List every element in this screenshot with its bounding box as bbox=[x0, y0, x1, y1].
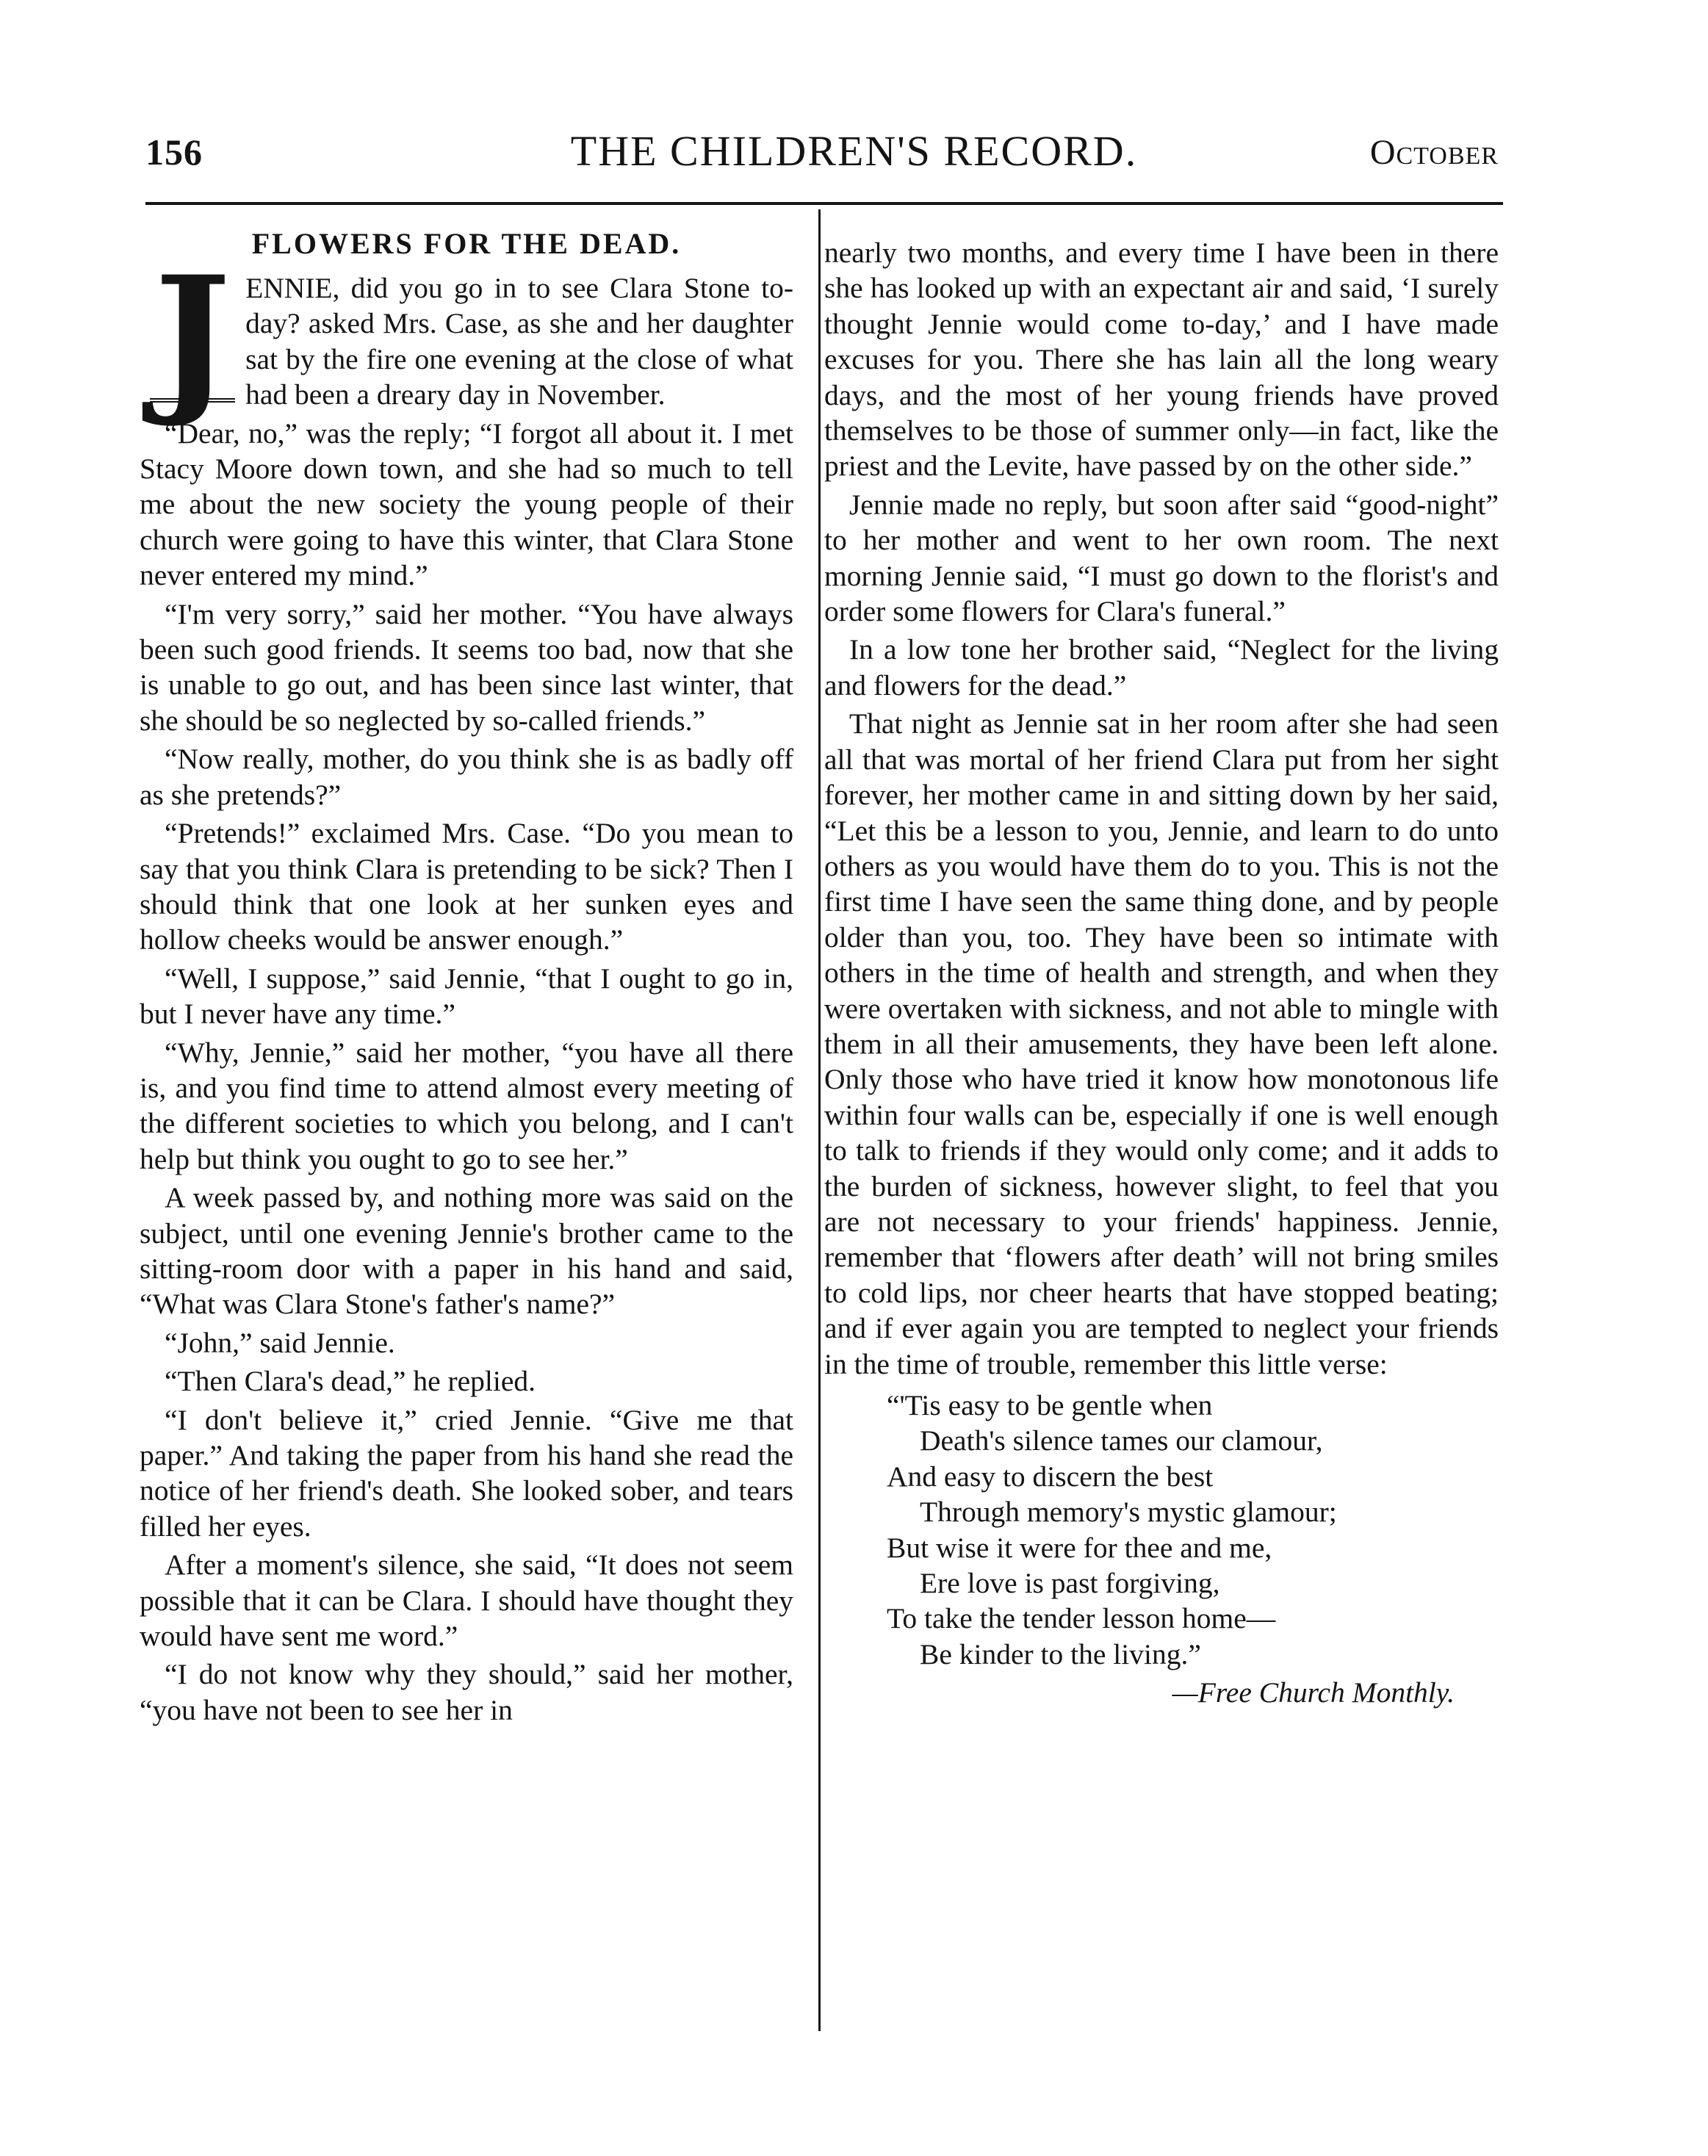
running-head bbox=[0, 123, 1708, 182]
paragraph: “John,” said Jennie. bbox=[165, 1326, 395, 1359]
verse-line: To take the tender lesson home— bbox=[887, 1602, 1276, 1635]
issue-month: October bbox=[1369, 133, 1499, 172]
paragraph: J ENNIE, did you go in to see Clara Stone to-day? asked Mrs. Case, as she and her daughter sat by the fire one evening at the close of what had been a dreary day in November. bbox=[140, 270, 793, 413]
left-column bbox=[140, 226, 793, 1731]
verse-line: Ere love is past forgiving, bbox=[920, 1567, 1220, 1600]
verse-line: “'Tis easy to be gentle when bbox=[887, 1389, 1213, 1421]
paragraph: Jennie made no reply, but soon after said “good-night” to her mother and went to her own room. The next morning Jennie said, “I must go down to the florist's and order some flowers for Clara's funeral.” bbox=[824, 488, 1499, 628]
drop-cap: J bbox=[150, 273, 235, 403]
paragraph: After a moment's silence, she said, “It does not seem possible that it can be Clara. I should have thought they would have sent me word.” bbox=[140, 1549, 793, 1653]
page-number: 156 bbox=[145, 131, 203, 173]
attribution: —Free Church Monthly. bbox=[1172, 1676, 1455, 1709]
paragraph: “I'm very sorry,” said her mother. “You have always been such good friends. It seems too bad, now that she is unable to go out, and has been since last winter, that she should be so neglected by so-called friends.” bbox=[140, 597, 793, 737]
paragraph: “Well, I suppose,” said Jennie, “that I ought to go in, but I never have any time.” bbox=[140, 962, 793, 1031]
article-title: FLOWERS FOR THE DEAD. bbox=[251, 227, 682, 260]
paragraph: That night as Jennie sat in her room after she had seen all that was mortal of her friend Clara put from her sight forever, her mother came in and sitting down by her said, “Let this be a lesson to you, Jennie, and learn to do unto others as you would have them do to you. This is not the first time I have seen the same thing done, and by people older than you, too. They have been so intimate with others in the time of health and strength, and when they were overtaken with sickness, and not able to mingle with them in all their amusements, they have been left alone. Only those who have tried it know how monotonous life within four walls can be, especially if one is well enough to talk to friends if they would only come; and it adds to the burden of sickness, however slight, to feel that you are not necessary to your friends' happiness. Jennie, remember that ‘flowers after death’ will not bring smiles to cold lips, nor cheer hearts that have stopped beating; and if ever again you are tempted to neglect your friends in the time of trouble, remember this little verse: bbox=[824, 707, 1499, 1380]
column-divider bbox=[818, 209, 821, 2031]
header-rule bbox=[145, 202, 1503, 205]
paragraph: “I don't believe it,” cried Jennie. “Give me that paper.” And taking the paper from his hand she read the notice of her friend's death. She looked sober, and tears filled her eyes. bbox=[140, 1403, 793, 1543]
paragraph: nearly two months, and every time I have been in there she has looked up with an expectant air and said, ‘I surely thought Jennie would come to-day,’ and I have made excuses for you. There she has lain all the long weary days, and the most of her young friends have proved themselves to be those of summer only—in fact, like the priest and the Levite, have passed by on the other side.” bbox=[824, 237, 1499, 483]
paragraph: “Why, Jennie,” said her mother, “you have all there is, and you find time to attend almost every meeting of the different societies to which you belong, and I can't help but think you ought to go to see her.” bbox=[140, 1036, 793, 1175]
paragraph: “Then Clara's dead,” he replied. bbox=[165, 1365, 536, 1398]
verse-line: Death's silence tames our clamour, bbox=[920, 1424, 1323, 1457]
paragraph: In a low tone her brother said, “Neglect for the living and flowers for the dead.” bbox=[824, 633, 1499, 702]
paragraph: A week passed by, and nothing more was said on the subject, until one evening Jennie's brother came to the sitting-room door with a paper in his hand and said, “What was Clara Stone's father's name?” bbox=[140, 1181, 793, 1321]
journal-title: THE CHILDREN'S RECORD. bbox=[570, 127, 1138, 175]
verse-line: But wise it were for thee and me, bbox=[887, 1531, 1272, 1564]
verse-line: And easy to discern the best bbox=[887, 1460, 1214, 1493]
verse-line: Through memory's mystic glamour; bbox=[920, 1496, 1337, 1529]
paragraph: “Pretends!” exclaimed Mrs. Case. “Do you mean to say that you think Clara is pretending to be sick? Then I should think that one look at her sunken eyes and hollow cheeks would be answer enough.” bbox=[140, 817, 793, 956]
paragraph: “I do not know why they should,” said her mother, “you have not been to see her in bbox=[140, 1658, 793, 1726]
verse-line: Be kinder to the living.” bbox=[920, 1637, 1201, 1670]
paragraph: “Now really, mother, do you think she is as badly off as she pretends?” bbox=[140, 743, 793, 811]
poem-verse bbox=[824, 1388, 1499, 1672]
right-column bbox=[824, 235, 1499, 1711]
paragraph: “Dear, no,” was the reply; “I forgot all about it. I met Stacy Moore down town, and she had so much to tell me about the new society the young people of their church were going to have this winter, that Clara Stone never entered my mind.” bbox=[140, 417, 793, 592]
